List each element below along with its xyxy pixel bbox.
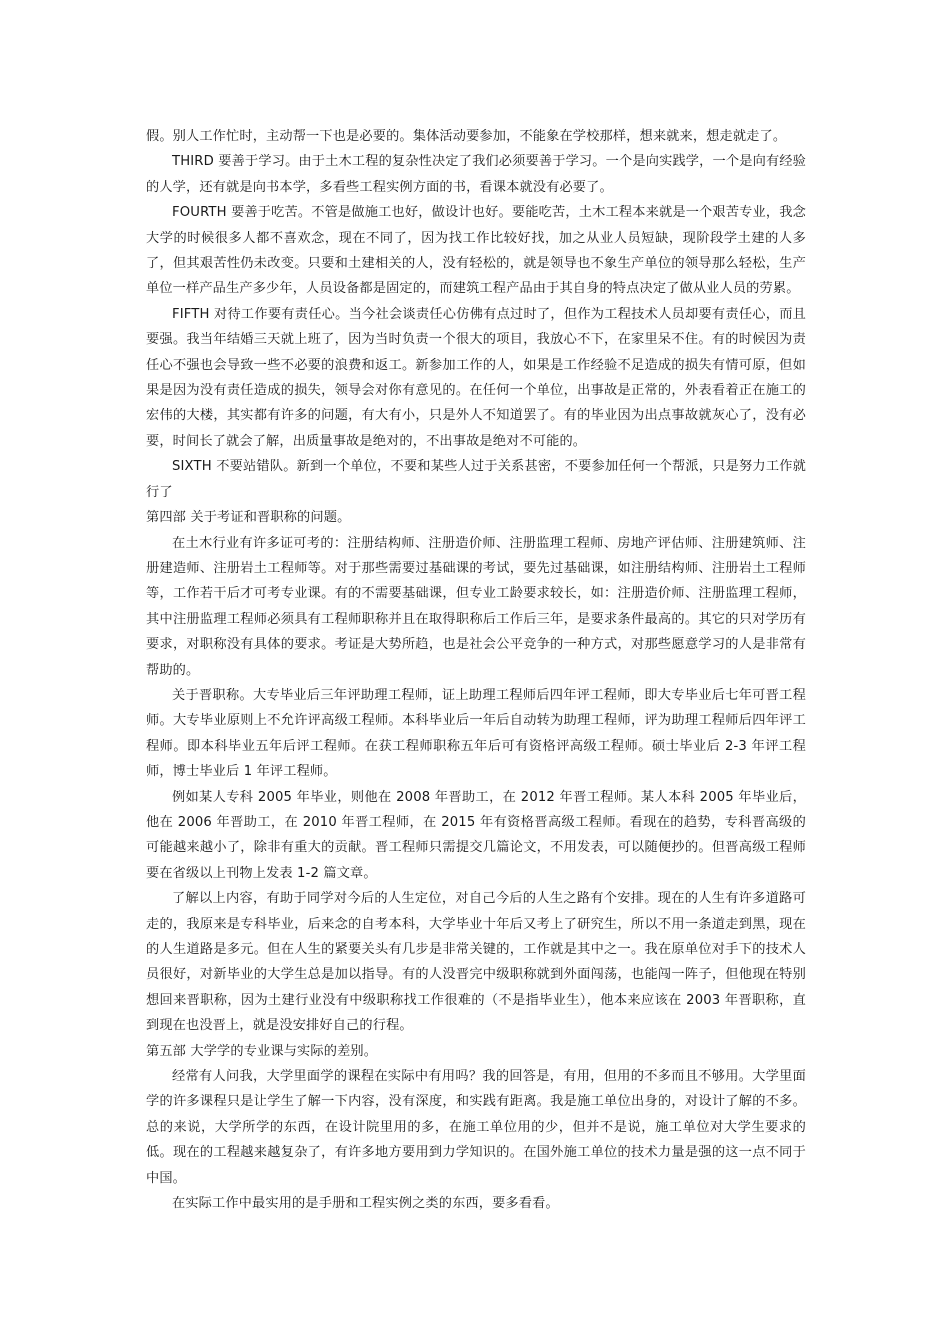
paragraph-continued: 假。别人工作忙时，主动帮一下也是必要的。集体活动要参加，不能象在学校那样，想来就来，想走就走了。 <box>146 129 787 144</box>
section-heading-part-four: 第四部 关于考证和晋职称的问题。 <box>146 510 351 526</box>
paragraph-fifth: FIFTH 对待工作要有责任心。当今社会谈责任心仿佛有点过时了，但作为工程技术人员却要有责任心，而且要强。我当年结婚三天就上班了，因为当时负责一个很大的项目，我放心不下，在家里呆不住。有的时候因为责任心不强也会导致一些不必要的浪费和返工。新参加工作的人，如果是工作经验不足造成的损失有情可原，但如果是因为没有责任造成的损失，领导会对你有意见的。在任何一个单位，出事故是正常的，外表看着正在施工的宏伟的大楼，其实都有许多的问题，有大有小，只是外人不知道罢了。有的毕业因为出点事故就灰心了，没有必要，时间长了就会了解，出质量事故是绝对的，不出事故是绝对不可能的。 <box>146 306 806 449</box>
paragraph-handbooks: 在实际工作中最实用的是手册和工程实例之类的东西，要多看看。 <box>172 1196 559 1212</box>
paragraph-sixth: SIXTH 不要站错队。新到一个单位，不要和某些人过于关系甚密，不要参加任何一个帮派，只是努力工作就行了 <box>146 459 806 500</box>
paragraph-example: 例如某人专科 2005 年毕业，则他在 2008 年晋助工，在 2012 年晋工程师。某人本科 2005 年毕业后，他在 2006 年晋助工，在 2010 年晋工程师，在 2015 年有资格晋高级工程师。看现在的趋势，专科晋高级的可能越来越小了，除非有重大的贡献。晋工程师只需提交几篇论文，不用发表，可以随便抄的。但晋高级工程师要在省级以上刊物上发表 1-2 篇文章。 <box>146 789 806 881</box>
section-heading-part-five: 第五部 大学学的专业课与实际的差别。 <box>146 1043 378 1059</box>
paragraph-titles: 关于晋职称。大专毕业后三年评助理工程师，证上助理工程师后四年评工程师，即大专毕业后七年可晋工程师。大专毕业原则上不允许评高级工程师。本科毕业后一年后自动转为助理工程师，评为助理工程师后四年评工程师。即本科毕业五年后评工程师。在获工程师职称五年后可有资格评高级工程师。硕士毕业后 2-3 年评工程师，博士毕业后 1 年评工程师。 <box>146 687 806 780</box>
paragraph-third: THIRD 要善于学习。由于土木工程的复杂性决定了我们必须要善于学习。一个是向实践学，一个是向有经验的人学，还有就是向书本学，多看些工程实例方面的书，看课本就没有必要了。 <box>146 154 806 195</box>
document-page <box>146 124 806 1216</box>
paragraph-courses: 经常有人问我，大学里面学的课程在实际中有用吗？我的回答是，有用，但用的不多而且不够用。大学里面学的许多课程只是让学生了解一下内容，没有深度，和实践有距离。我是施工单位出身的，对设计了解的不多。总的来说，大学所学的东西，在设计院里用的多，在施工单位用的少，但并不是说，施工单位对大学生要求的低。现在的工程越来越复杂了，有许多地方要用到力学知识的。在国外施工单位的技术力量是强的这一点不同于中国。 <box>146 1069 806 1186</box>
paragraph-fourth: FOURTH 要善于吃苦。不管是做施工也好，做设计也好。要能吃苦，土木工程本来就是一个艰苦专业，我念大学的时候很多人都不喜欢念，现在不同了，因为找工作比较好找，加之从业人员短缺，现阶段学土建的人多了，但其艰苦性仍未改变。只要和土建相关的人，没有轻松的，就是领导也不象生产单位的领导那么轻松，生产单位一样产品生产多少年，人员设备都是固定的，而建筑工程产品由于其自身的特点决定了做从业人员的劳累。 <box>146 205 806 297</box>
paragraph-certificates: 在土木行业有许多证可考的：注册结构师、注册造价师、注册监理工程师、房地产评估师、注册建筑师、注册建造师、注册岩土工程师等。对于那些需要过基础课的考试，要先过基础课，如注册结构师、注册岩土工程师等，工作若干后才可考专业课。有的不需要基础课，但专业工龄要求较长，如：注册造价师、注册监理工程师，其中注册监理工程师必须具有工程师职称并且在取得职称后工作后三年，是要求条件最高的。其它的只对学历有要求，对职称没有具体的要求。考证是大势所趋，也是社会公平竞争的一种方式，对那些愿意学习的人是非常有帮助的。 <box>146 535 806 678</box>
paragraph-life-planning: 了解以上内容，有助于同学对今后的人生定位，对自己今后的人生之路有个安排。现在的人生有许多道路可走的，我原来是专科毕业，后来念的自考本科，大学毕业十年后又考上了研究生，所以不用一条道走到黑，现在的人生道路是多元。但在人生的紧要关头有几步是非常关键的，工作就是其中之一。我在原单位对手下的技术人员很好，对新毕业的大学生总是加以指导。有的人没晋完中级职称就到外面闯荡，也能闯一阵子，但他现在特别想回来晋职称，因为土建行业没有中级职称找工作很难的（不是指毕业生），他本来应该在 2003 年晋职称，直到现在也没晋上，就是没安排好自己的行程。 <box>146 891 806 1034</box>
